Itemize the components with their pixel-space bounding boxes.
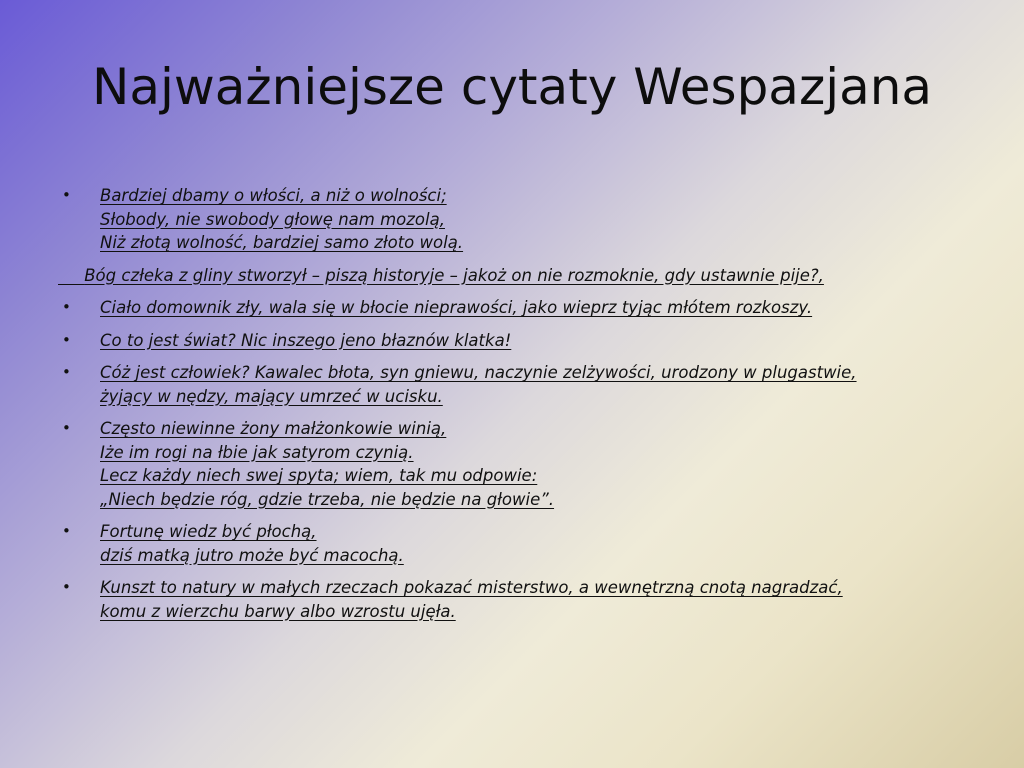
slide-title: Najważniejsze cytaty Wespazjana: [91, 58, 933, 116]
bullet-icon: •: [62, 298, 71, 316]
quote-line: [100, 600, 988, 624]
quote-line: Lecz każdy niech swej spyta; wiem, tak mu odpowie:: [100, 466, 538, 485]
quote-line: dziś matką jutro może być macochą.: [100, 545, 404, 565]
quote-line: Często niewinne żony małżonkowie winią,: [100, 419, 447, 438]
quote-line: [58, 264, 988, 288]
quote-line: Bardziej dbamy o włości, a niż o wolności;: [100, 186, 447, 205]
bullet-icon: •: [62, 522, 71, 540]
quote-item: [58, 264, 988, 288]
bullet-icon: •: [62, 330, 71, 349]
quote-item: [58, 296, 988, 320]
quote-list: [58, 184, 988, 632]
quote-line: Słobody, nie swobody głowę nam mozolą,: [100, 209, 445, 229]
quote-line: Cóż jest człowiek? Kawalec błota, syn gniewu, naczynie zelżywości, urodzony w plugastwie,: [100, 363, 857, 382]
quote-item: [58, 184, 988, 255]
quote-line: Fortunę wiedz być płochą,: [100, 522, 317, 541]
quote-line: Kunszt to natury w małych rzeczach pokazać misterstwo, a wewnętrzną cnotą nagradzać,: [100, 578, 843, 597]
quote-item: [58, 417, 988, 511]
quote-item: [58, 576, 988, 623]
quote-line: Co to jest świat? Nic inszego jeno błaznów klatka!: [100, 330, 512, 350]
quote-period: .: [450, 601, 456, 621]
bullet-icon: •: [62, 578, 71, 596]
quote-line: Niż złotą wolność, bardziej samo złoto wolą.: [100, 233, 464, 252]
bullet-icon: •: [62, 363, 71, 381]
quote-line: Iże im rogi na łbie jak satyrom czynią.: [100, 442, 414, 462]
quote-line: żyjący w nędzy, mający umrzeć w ucisku.: [100, 386, 443, 406]
bullet-icon: •: [62, 419, 71, 437]
quote-line: „Niech będzie róg, gdzie trzeba, nie będzie na głowie”.: [100, 489, 555, 509]
quote-item: [58, 329, 988, 353]
quote-text: komu z wierzchu barwy albo wzrostu ujęła: [100, 601, 451, 621]
bullet-icon: •: [62, 186, 71, 204]
quote-text: Bóg człeka z gliny stworzył – piszą historyje – jakoż on nie rozmoknie, gdy ustawnie pije?,: [84, 265, 824, 285]
quote-item: [58, 520, 988, 567]
quote-line: Ciało domownik zły, wala się w błocie nieprawości, jako wieprz tyjąc młótem rozkoszy.: [100, 298, 813, 317]
quote-item: [58, 361, 988, 408]
quote-indent: [58, 266, 84, 285]
